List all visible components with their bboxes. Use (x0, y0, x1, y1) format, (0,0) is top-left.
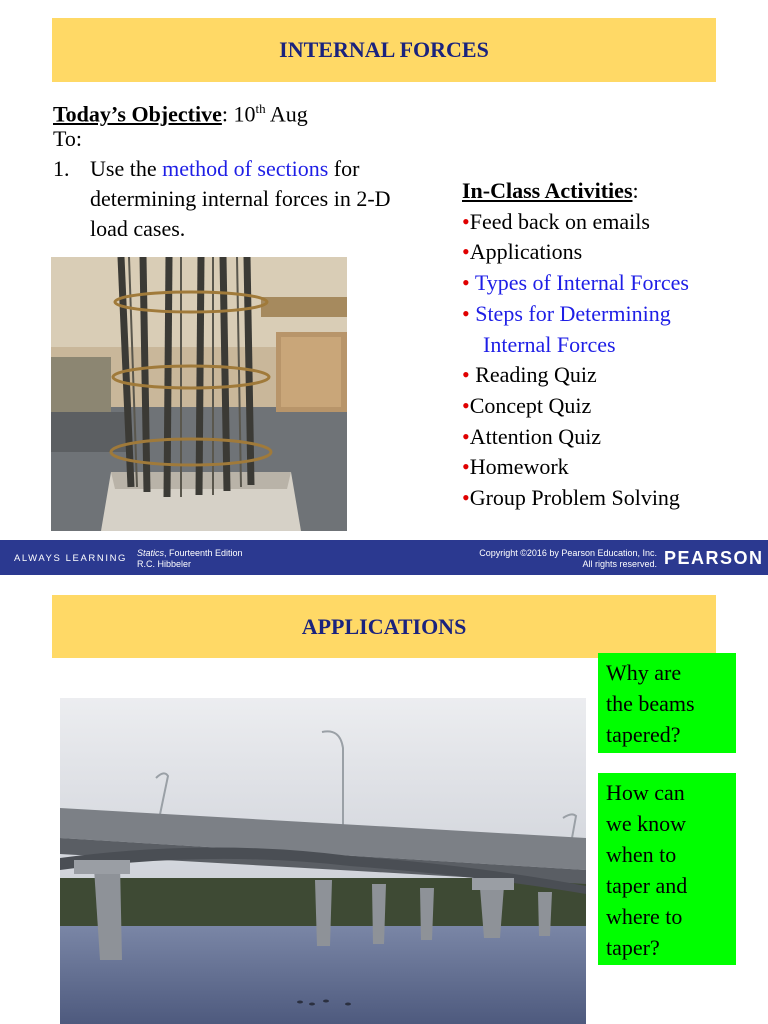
slide2-title: APPLICATIONS (301, 613, 467, 639)
question-line: where to (606, 904, 683, 929)
activity-item (462, 207, 689, 238)
activity-item (462, 268, 689, 299)
activity-bullet: • (462, 392, 470, 418)
question-line: Why are (606, 660, 682, 685)
activity-item (462, 452, 689, 483)
activity-item (462, 237, 689, 268)
activities-list (462, 207, 689, 514)
book-author: R.C. Hibbeler (137, 558, 192, 569)
activity-item (462, 360, 689, 391)
activity-item (462, 483, 689, 514)
activity-text: Internal Forces (483, 331, 616, 357)
question-where-to-taper (598, 773, 736, 965)
objective-to: To: (53, 126, 83, 151)
pearson-logo: PEARSON (664, 548, 764, 568)
question-line: taper? (606, 935, 660, 960)
slide1-title: INTERNAL FORCES (279, 37, 489, 62)
activities-heading-colon: : (632, 178, 639, 203)
always-learning-text: ALWAYS LEARNING (14, 553, 128, 564)
activity-bullet: • (462, 454, 470, 480)
objective-line1-post: for (328, 156, 360, 181)
in-class-activities (462, 176, 689, 514)
slide2-title-bar (52, 595, 716, 658)
question-tapered-beams (598, 653, 736, 753)
activity-bullet: • (462, 270, 475, 296)
rebar-column-photo (51, 257, 347, 531)
objective-line1-pre: Use the (90, 156, 163, 181)
activity-item (462, 330, 689, 361)
objective-date-sup: th (255, 101, 266, 116)
question-line: tapered? (606, 722, 681, 747)
book-title: Statics (137, 548, 165, 558)
question1-lines (606, 657, 736, 750)
activity-bullet: • (462, 208, 470, 234)
copyright-block (430, 548, 657, 569)
activity-text: Steps for Determining (475, 300, 671, 326)
question-line: the beams (606, 691, 695, 716)
objective-date-prefix: : 10 (221, 101, 256, 127)
method-of-sections-link: method of sections (162, 156, 329, 181)
objective-label: Today’s Objective (53, 101, 222, 127)
activity-text: Group Problem Solving (469, 485, 680, 511)
activity-item (462, 422, 689, 453)
objective-item-1 (53, 154, 360, 184)
activity-bullet: • (462, 362, 476, 388)
rebar-column-image (51, 257, 347, 531)
tapered-bridge-photo (60, 698, 586, 1024)
rights-text: All rights reserved. (582, 558, 657, 569)
book-edition: , Fourteenth Edition (164, 548, 243, 558)
slide1-title-bar (52, 18, 716, 82)
activity-item (462, 391, 689, 422)
activity-bullet: • (462, 300, 476, 326)
activity-text: Reading Quiz (475, 362, 597, 388)
objective-line3: load cases. (90, 216, 186, 241)
activity-bullet: • (462, 239, 470, 265)
activity-text: Homework (469, 454, 569, 480)
activity-text: Applications (469, 239, 583, 265)
copyright-text: Copyright ©2016 by Pearson Education, Inc. (479, 548, 657, 558)
activity-item (462, 299, 689, 330)
activity-text: Types of Internal Forces (474, 270, 689, 296)
slide-footer (0, 540, 768, 575)
objective-item-number: 1. (53, 156, 70, 181)
book-credit (137, 548, 243, 569)
objective-date-suffix: Aug (265, 101, 308, 127)
objective-line2: determining internal forces in 2-D (90, 186, 391, 211)
question-line: How can (606, 780, 685, 805)
activity-text: Attention Quiz (469, 423, 602, 449)
bridge-image (60, 698, 586, 1024)
question-line: when to (606, 842, 677, 867)
question-line: taper and (606, 873, 688, 898)
question2-lines (606, 777, 736, 963)
activities-heading: In-Class Activities (462, 178, 633, 203)
activity-text: Feed back on emails (469, 208, 650, 234)
question-line: we know (606, 811, 687, 836)
activity-text: Concept Quiz (469, 392, 592, 418)
activity-bullet: • (462, 485, 470, 511)
objective-line (53, 94, 308, 129)
activity-bullet: • (462, 423, 470, 449)
